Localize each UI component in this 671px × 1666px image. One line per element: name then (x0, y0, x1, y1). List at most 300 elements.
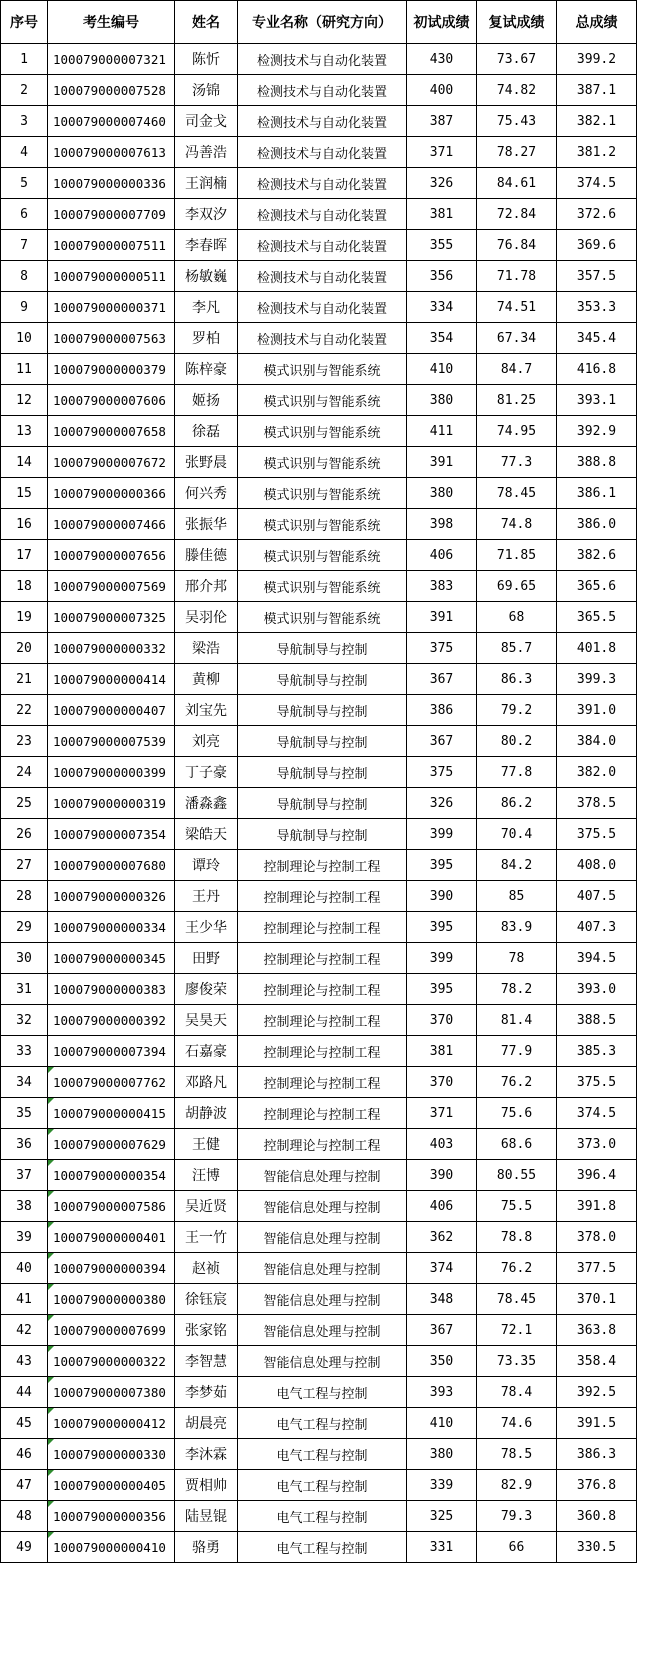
cell-name: 贾相帅 (175, 1470, 238, 1501)
cell-seq: 2 (1, 75, 48, 106)
cell-seq: 47 (1, 1470, 48, 1501)
cell-total-score: 382.1 (557, 106, 637, 137)
cell-total-score: 407.5 (557, 881, 637, 912)
cell-exam-id: 100079000007321 (48, 44, 175, 75)
cell-seq: 18 (1, 571, 48, 602)
cell-initial-score: 370 (407, 1005, 477, 1036)
cell-retest-score: 74.82 (477, 75, 557, 106)
cell-retest-score: 75.6 (477, 1098, 557, 1129)
cell-major: 控制理论与控制工程 (238, 1067, 407, 1098)
cell-total-score: 378.5 (557, 788, 637, 819)
cell-seq: 27 (1, 850, 48, 881)
cell-major: 模式识别与智能系统 (238, 602, 407, 633)
cell-name: 廖俊荣 (175, 974, 238, 1005)
cell-retest-score: 69.65 (477, 571, 557, 602)
cell-total-score: 401.8 (557, 633, 637, 664)
table-row (1, 695, 637, 726)
cell-major: 导航制导与控制 (238, 819, 407, 850)
cell-retest-score: 80.2 (477, 726, 557, 757)
cell-initial-score: 380 (407, 1439, 477, 1470)
cell-name: 何兴秀 (175, 478, 238, 509)
cell-exam-id: 100079000000414 (48, 664, 175, 695)
cell-seq: 24 (1, 757, 48, 788)
cell-total-score: 407.3 (557, 912, 637, 943)
cell-retest-score: 84.2 (477, 850, 557, 881)
cell-seq: 42 (1, 1315, 48, 1346)
cell-retest-score: 78.4 (477, 1377, 557, 1408)
cell-major: 智能信息处理与控制 (238, 1191, 407, 1222)
cell-initial-score: 410 (407, 1408, 477, 1439)
cell-seq: 31 (1, 974, 48, 1005)
cell-exam-id: 100079000000322 (48, 1346, 175, 1377)
cell-exam-id: 100079000000332 (48, 633, 175, 664)
cell-total-score: 378.0 (557, 1222, 637, 1253)
table-row (1, 850, 637, 881)
cell-major: 检测技术与自动化装置 (238, 230, 407, 261)
cell-initial-score: 393 (407, 1377, 477, 1408)
cell-seq: 20 (1, 633, 48, 664)
cell-exam-id: 100079000007539 (48, 726, 175, 757)
cell-initial-score: 326 (407, 168, 477, 199)
cell-major: 控制理论与控制工程 (238, 1129, 407, 1160)
table-row (1, 1036, 637, 1067)
cell-name: 张家铭 (175, 1315, 238, 1346)
cell-exam-id: 100079000000383 (48, 974, 175, 1005)
cell-retest-score: 79.2 (477, 695, 557, 726)
cell-major: 控制理论与控制工程 (238, 974, 407, 1005)
cell-exam-id: 100079000000380 (48, 1284, 175, 1315)
cell-initial-score: 371 (407, 1098, 477, 1129)
cell-major: 控制理论与控制工程 (238, 881, 407, 912)
table-row (1, 819, 637, 850)
cell-seq: 29 (1, 912, 48, 943)
cell-retest-score: 78 (477, 943, 557, 974)
cell-major: 模式识别与智能系统 (238, 509, 407, 540)
table-row (1, 323, 637, 354)
cell-retest-score: 84.61 (477, 168, 557, 199)
table-row (1, 1501, 637, 1532)
cell-retest-score: 71.78 (477, 261, 557, 292)
cell-seq: 10 (1, 323, 48, 354)
cell-exam-id: 100079000000336 (48, 168, 175, 199)
table-row (1, 199, 637, 230)
cell-exam-id: 100079000007563 (48, 323, 175, 354)
cell-retest-score: 68.6 (477, 1129, 557, 1160)
cell-major: 电气工程与控制 (238, 1408, 407, 1439)
header-name: 姓名 (175, 1, 238, 44)
table-row (1, 385, 637, 416)
table-row (1, 1160, 637, 1191)
cell-initial-score: 339 (407, 1470, 477, 1501)
cell-name: 谭玲 (175, 850, 238, 881)
cell-major: 导航制导与控制 (238, 788, 407, 819)
cell-initial-score: 395 (407, 850, 477, 881)
cell-seq: 7 (1, 230, 48, 261)
cell-exam-id: 100079000000392 (48, 1005, 175, 1036)
cell-name: 王健 (175, 1129, 238, 1160)
cell-seq: 14 (1, 447, 48, 478)
cell-total-score: 386.0 (557, 509, 637, 540)
cell-exam-id: 100079000000326 (48, 881, 175, 912)
cell-major: 智能信息处理与控制 (238, 1284, 407, 1315)
cell-name: 张野晨 (175, 447, 238, 478)
cell-name: 罗柏 (175, 323, 238, 354)
cell-initial-score: 403 (407, 1129, 477, 1160)
cell-exam-id: 100079000000354 (48, 1160, 175, 1191)
cell-total-score: 353.3 (557, 292, 637, 323)
table-row (1, 447, 637, 478)
cell-name: 赵祯 (175, 1253, 238, 1284)
cell-initial-score: 411 (407, 416, 477, 447)
cell-initial-score: 354 (407, 323, 477, 354)
cell-exam-id: 100079000007325 (48, 602, 175, 633)
cell-exam-id: 100079000007466 (48, 509, 175, 540)
cell-retest-score: 77.9 (477, 1036, 557, 1067)
cell-initial-score: 380 (407, 385, 477, 416)
cell-total-score: 416.8 (557, 354, 637, 385)
cell-seq: 34 (1, 1067, 48, 1098)
cell-initial-score: 386 (407, 695, 477, 726)
cell-retest-score: 85.7 (477, 633, 557, 664)
cell-initial-score: 383 (407, 571, 477, 602)
cell-major: 智能信息处理与控制 (238, 1253, 407, 1284)
table-row (1, 1439, 637, 1470)
cell-name: 杨敏巍 (175, 261, 238, 292)
cell-seq: 39 (1, 1222, 48, 1253)
cell-retest-score: 84.7 (477, 354, 557, 385)
cell-initial-score: 381 (407, 1036, 477, 1067)
cell-name: 吴近贤 (175, 1191, 238, 1222)
cell-total-score: 360.8 (557, 1501, 637, 1532)
cell-initial-score: 430 (407, 44, 477, 75)
cell-seq: 36 (1, 1129, 48, 1160)
cell-total-score: 396.4 (557, 1160, 637, 1191)
cell-seq: 17 (1, 540, 48, 571)
cell-exam-id: 100079000000399 (48, 757, 175, 788)
cell-name: 胡静波 (175, 1098, 238, 1129)
cell-name: 骆勇 (175, 1532, 238, 1563)
cell-retest-score: 77.3 (477, 447, 557, 478)
cell-exam-id: 100079000000412 (48, 1408, 175, 1439)
table-row (1, 571, 637, 602)
cell-major: 控制理论与控制工程 (238, 1036, 407, 1067)
cell-major: 模式识别与智能系统 (238, 416, 407, 447)
cell-total-score: 369.6 (557, 230, 637, 261)
table-row (1, 1346, 637, 1377)
header-exam-id: 考生编号 (48, 1, 175, 44)
table-row (1, 1191, 637, 1222)
cell-name: 李春晖 (175, 230, 238, 261)
cell-seq: 16 (1, 509, 48, 540)
cell-total-score: 382.6 (557, 540, 637, 571)
cell-name: 冯善浩 (175, 137, 238, 168)
table-row (1, 757, 637, 788)
table-row (1, 1129, 637, 1160)
cell-initial-score: 400 (407, 75, 477, 106)
cell-major: 电气工程与控制 (238, 1439, 407, 1470)
cell-major: 检测技术与自动化装置 (238, 168, 407, 199)
cell-name: 汤锦 (175, 75, 238, 106)
cell-seq: 26 (1, 819, 48, 850)
cell-initial-score: 325 (407, 1501, 477, 1532)
cell-retest-score: 78.45 (477, 478, 557, 509)
cell-exam-id: 100079000000330 (48, 1439, 175, 1470)
cell-total-score: 382.0 (557, 757, 637, 788)
cell-initial-score: 391 (407, 447, 477, 478)
cell-name: 邢介邦 (175, 571, 238, 602)
cell-initial-score: 380 (407, 478, 477, 509)
cell-initial-score: 390 (407, 881, 477, 912)
cell-total-score: 393.0 (557, 974, 637, 1005)
table-row (1, 168, 637, 199)
cell-name: 石嘉豪 (175, 1036, 238, 1067)
cell-total-score: 392.5 (557, 1377, 637, 1408)
cell-retest-score: 86.2 (477, 788, 557, 819)
cell-retest-score: 78.2 (477, 974, 557, 1005)
cell-exam-id: 100079000000345 (48, 943, 175, 974)
table-row (1, 633, 637, 664)
table-row (1, 1284, 637, 1315)
cell-name: 梁浩 (175, 633, 238, 664)
cell-retest-score: 75.43 (477, 106, 557, 137)
cell-exam-id: 100079000000371 (48, 292, 175, 323)
cell-initial-score: 331 (407, 1532, 477, 1563)
cell-name: 李智慧 (175, 1346, 238, 1377)
table-row (1, 881, 637, 912)
cell-name: 王润楠 (175, 168, 238, 199)
cell-exam-id: 100079000007672 (48, 447, 175, 478)
header-initial-score: 初试成绩 (407, 1, 477, 44)
cell-major: 电气工程与控制 (238, 1532, 407, 1563)
table-row (1, 1005, 637, 1036)
cell-name: 丁子豪 (175, 757, 238, 788)
cell-name: 田野 (175, 943, 238, 974)
cell-name: 李梦茹 (175, 1377, 238, 1408)
table-row (1, 726, 637, 757)
cell-total-score: 408.0 (557, 850, 637, 881)
cell-retest-score: 79.3 (477, 1501, 557, 1532)
cell-name: 陈忻 (175, 44, 238, 75)
cell-retest-score: 66 (477, 1532, 557, 1563)
cell-total-score: 388.5 (557, 1005, 637, 1036)
cell-initial-score: 355 (407, 230, 477, 261)
cell-major: 模式识别与智能系统 (238, 354, 407, 385)
table-row (1, 1470, 637, 1501)
cell-total-score: 357.5 (557, 261, 637, 292)
cell-total-score: 392.9 (557, 416, 637, 447)
cell-retest-score: 78.5 (477, 1439, 557, 1470)
cell-name: 胡晨亮 (175, 1408, 238, 1439)
cell-major: 模式识别与智能系统 (238, 571, 407, 602)
table-row (1, 106, 637, 137)
cell-exam-id: 100079000000511 (48, 261, 175, 292)
cell-seq: 46 (1, 1439, 48, 1470)
cell-initial-score: 367 (407, 664, 477, 695)
cell-initial-score: 371 (407, 137, 477, 168)
cell-initial-score: 406 (407, 1191, 477, 1222)
cell-total-score: 330.5 (557, 1532, 637, 1563)
cell-name: 姬扬 (175, 385, 238, 416)
cell-initial-score: 406 (407, 540, 477, 571)
cell-seq: 32 (1, 1005, 48, 1036)
cell-total-score: 391.0 (557, 695, 637, 726)
cell-retest-score: 70.4 (477, 819, 557, 850)
cell-exam-id: 100079000007629 (48, 1129, 175, 1160)
cell-major: 智能信息处理与控制 (238, 1222, 407, 1253)
cell-initial-score: 399 (407, 943, 477, 974)
cell-exam-id: 100079000000319 (48, 788, 175, 819)
cell-seq: 43 (1, 1346, 48, 1377)
cell-major: 导航制导与控制 (238, 664, 407, 695)
cell-major: 电气工程与控制 (238, 1501, 407, 1532)
cell-total-score: 387.1 (557, 75, 637, 106)
cell-retest-score: 81.4 (477, 1005, 557, 1036)
cell-initial-score: 362 (407, 1222, 477, 1253)
cell-initial-score: 350 (407, 1346, 477, 1377)
cell-major: 模式识别与智能系统 (238, 447, 407, 478)
cell-seq: 25 (1, 788, 48, 819)
cell-name: 陆昱锟 (175, 1501, 238, 1532)
cell-major: 检测技术与自动化装置 (238, 199, 407, 230)
cell-exam-id: 100079000000407 (48, 695, 175, 726)
cell-initial-score: 326 (407, 788, 477, 819)
cell-major: 检测技术与自动化装置 (238, 137, 407, 168)
cell-initial-score: 395 (407, 912, 477, 943)
cell-name: 邓路凡 (175, 1067, 238, 1098)
cell-major: 检测技术与自动化装置 (238, 292, 407, 323)
cell-major: 控制理论与控制工程 (238, 912, 407, 943)
cell-initial-score: 381 (407, 199, 477, 230)
cell-total-score: 363.8 (557, 1315, 637, 1346)
cell-seq: 45 (1, 1408, 48, 1439)
cell-major: 导航制导与控制 (238, 726, 407, 757)
table-row (1, 75, 637, 106)
cell-retest-score: 74.8 (477, 509, 557, 540)
cell-seq: 49 (1, 1532, 48, 1563)
cell-exam-id: 100079000007762 (48, 1067, 175, 1098)
cell-name: 李双汐 (175, 199, 238, 230)
cell-exam-id: 100079000007606 (48, 385, 175, 416)
cell-total-score: 370.1 (557, 1284, 637, 1315)
cell-exam-id: 100079000007460 (48, 106, 175, 137)
cell-name: 徐磊 (175, 416, 238, 447)
cell-seq: 19 (1, 602, 48, 633)
cell-exam-id: 100079000000394 (48, 1253, 175, 1284)
cell-retest-score: 81.25 (477, 385, 557, 416)
cell-seq: 9 (1, 292, 48, 323)
cell-name: 黄柳 (175, 664, 238, 695)
table-row (1, 540, 637, 571)
cell-name: 徐钰宸 (175, 1284, 238, 1315)
table-row (1, 1098, 637, 1129)
cell-total-score: 386.1 (557, 478, 637, 509)
header-retest-score: 复试成绩 (477, 1, 557, 44)
cell-major: 电气工程与控制 (238, 1377, 407, 1408)
table-row (1, 416, 637, 447)
cell-initial-score: 334 (407, 292, 477, 323)
table-row (1, 261, 637, 292)
cell-retest-score: 73.35 (477, 1346, 557, 1377)
cell-initial-score: 356 (407, 261, 477, 292)
cell-name: 陈梓豪 (175, 354, 238, 385)
cell-total-score: 365.6 (557, 571, 637, 602)
cell-seq: 3 (1, 106, 48, 137)
cell-major: 控制理论与控制工程 (238, 943, 407, 974)
header-total-score: 总成绩 (557, 1, 637, 44)
cell-exam-id: 100079000007528 (48, 75, 175, 106)
cell-major: 电气工程与控制 (238, 1470, 407, 1501)
cell-name: 王丹 (175, 881, 238, 912)
cell-total-score: 358.4 (557, 1346, 637, 1377)
table-row (1, 1408, 637, 1439)
cell-seq: 6 (1, 199, 48, 230)
cell-major: 检测技术与自动化装置 (238, 75, 407, 106)
cell-initial-score: 375 (407, 633, 477, 664)
cell-seq: 44 (1, 1377, 48, 1408)
cell-exam-id: 100079000007569 (48, 571, 175, 602)
cell-seq: 38 (1, 1191, 48, 1222)
cell-exam-id: 100079000007613 (48, 137, 175, 168)
cell-initial-score: 375 (407, 757, 477, 788)
cell-total-score: 376.8 (557, 1470, 637, 1501)
cell-retest-score: 72.1 (477, 1315, 557, 1346)
table-row (1, 664, 637, 695)
table-row (1, 137, 637, 168)
cell-initial-score: 367 (407, 726, 477, 757)
table-row (1, 1377, 637, 1408)
cell-exam-id: 100079000000334 (48, 912, 175, 943)
cell-seq: 4 (1, 137, 48, 168)
table-row (1, 1253, 637, 1284)
table-row (1, 1067, 637, 1098)
cell-retest-score: 67.34 (477, 323, 557, 354)
cell-major: 导航制导与控制 (238, 633, 407, 664)
cell-total-score: 374.5 (557, 168, 637, 199)
cell-major: 模式识别与智能系统 (238, 385, 407, 416)
header-row (1, 1, 637, 44)
table-row (1, 912, 637, 943)
cell-total-score: 394.5 (557, 943, 637, 974)
cell-total-score: 365.5 (557, 602, 637, 633)
cell-total-score: 388.8 (557, 447, 637, 478)
cell-seq: 48 (1, 1501, 48, 1532)
cell-total-score: 372.6 (557, 199, 637, 230)
cell-name: 李沐霖 (175, 1439, 238, 1470)
cell-seq: 15 (1, 478, 48, 509)
cell-name: 司金戈 (175, 106, 238, 137)
cell-seq: 28 (1, 881, 48, 912)
cell-total-score: 381.2 (557, 137, 637, 168)
cell-initial-score: 390 (407, 1160, 477, 1191)
cell-name: 刘亮 (175, 726, 238, 757)
table-row (1, 478, 637, 509)
cell-total-score: 374.5 (557, 1098, 637, 1129)
table-row (1, 602, 637, 633)
cell-name: 刘宝先 (175, 695, 238, 726)
cell-seq: 23 (1, 726, 48, 757)
cell-name: 王一竹 (175, 1222, 238, 1253)
table-row (1, 974, 637, 1005)
cell-major: 检测技术与自动化装置 (238, 323, 407, 354)
cell-total-score: 384.0 (557, 726, 637, 757)
table-row (1, 509, 637, 540)
cell-seq: 8 (1, 261, 48, 292)
cell-exam-id: 100079000000415 (48, 1098, 175, 1129)
cell-seq: 13 (1, 416, 48, 447)
cell-name: 王少华 (175, 912, 238, 943)
cell-exam-id: 100079000000356 (48, 1501, 175, 1532)
cell-name: 吴昊天 (175, 1005, 238, 1036)
